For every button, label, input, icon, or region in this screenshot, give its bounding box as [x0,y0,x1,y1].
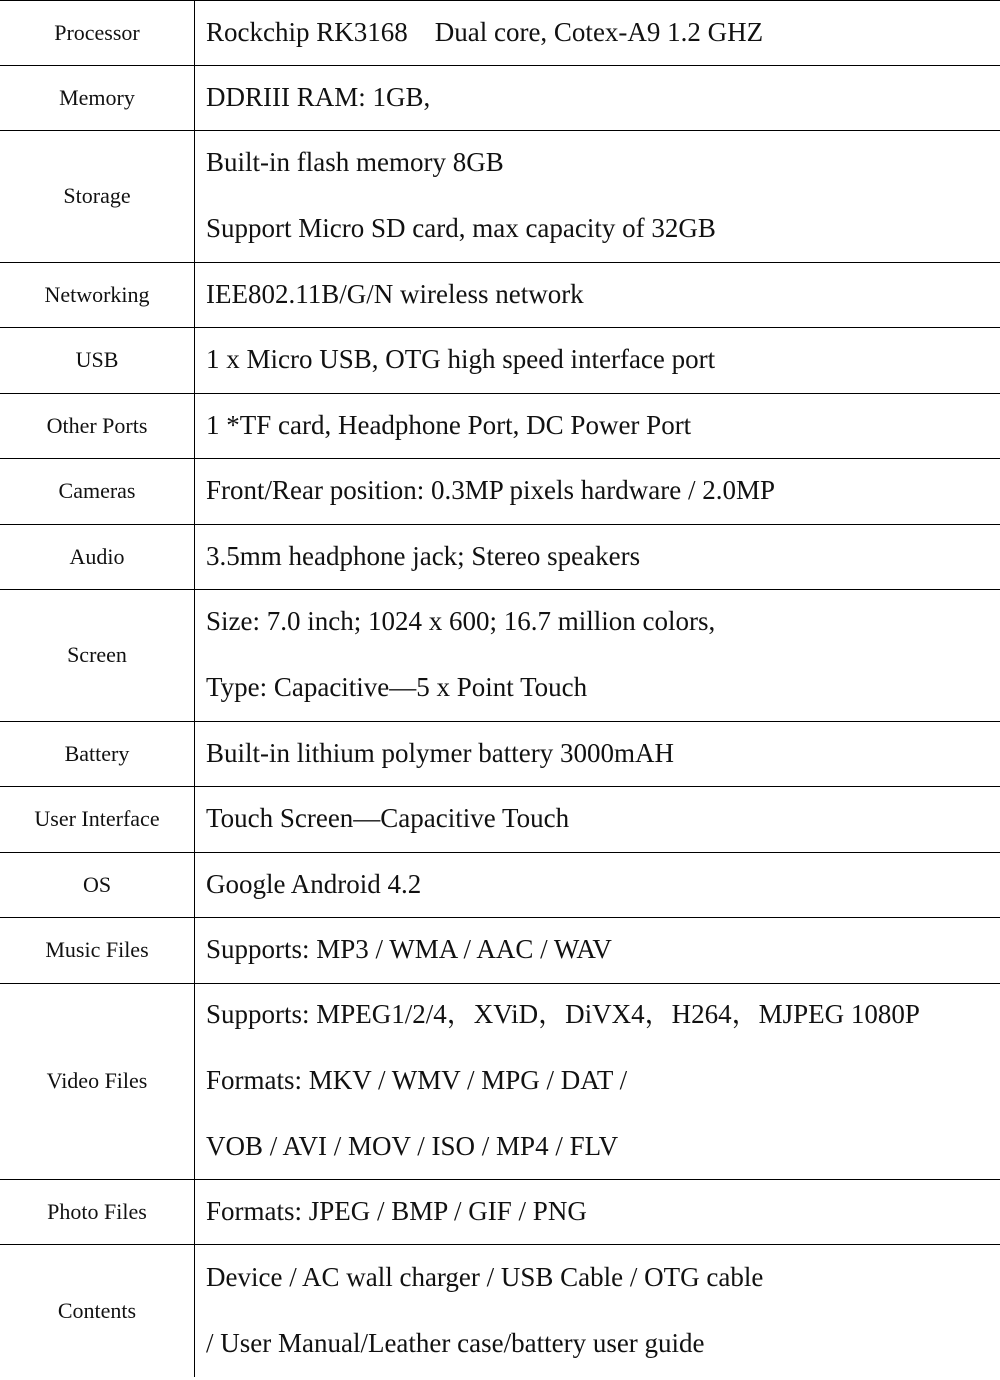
spec-row-other-ports [0,394,1000,460]
spec-row-battery [0,722,1000,788]
spec-label: Audio [0,525,195,590]
spec-value-line: Built-in lithium polymer battery 3000mAH [206,737,674,768]
spec-row-audio [0,525,1000,591]
spec-value [195,263,1000,328]
spec-row-usb [0,328,1000,394]
spec-row-user-interface [0,787,1000,853]
spec-row-cameras [0,459,1000,525]
spec-value [195,1245,1000,1377]
spec-value-line: Google Android 4.2 [206,868,422,899]
spec-value-line: VOB / AVI / MOV / ISO / MP4 / FLV [206,1130,619,1161]
spec-label: Battery [0,722,195,787]
spec-value-line: / User Manual/Leather case/battery user guide [206,1327,705,1358]
spec-value-line: 3.5mm headphone jack; Stereo speakers [206,540,641,571]
spec-value [195,394,1000,459]
spec-value-line: Rockchip RK3168 Dual core, Cotex-A9 1.2 GHZ [206,16,764,47]
spec-value-line: Supports: MP3 / WMA / AAC / WAV [206,934,612,965]
spec-value-line: Built-in flash memory 8GB [206,147,504,178]
spec-value-line: Supports: MPEG1/2/4，XViD，DiVX4，H264，MJPEG 1080P [206,999,920,1030]
spec-value [195,918,1000,983]
spec-row-memory [0,66,1000,132]
spec-value [195,1180,1000,1245]
spec-value-line: 1 x Micro USB, OTG high speed interface port [206,344,716,375]
spec-value [195,787,1000,852]
spec-value [195,1,1000,65]
spec-value-line: IEE802.11B/G/N wireless network [206,278,584,309]
spec-label: Screen [0,590,195,721]
spec-value [195,984,1000,1179]
spec-value-line: Support Micro SD card, max capacity of 32GB [206,213,716,244]
spec-value-line: 1 *TF card, Headphone Port, DC Power Port [206,409,692,440]
spec-value [195,590,1000,721]
spec-label: Processor [0,1,195,65]
spec-row-storage [0,131,1000,263]
spec-label: OS [0,853,195,918]
spec-label: Contents [0,1245,195,1377]
spec-row-contents [0,1245,1000,1377]
spec-row-video-files [0,984,1000,1180]
spec-label: Networking [0,263,195,328]
spec-value [195,66,1000,131]
spec-label: USB [0,328,195,393]
spec-value-line: Type: Capacitive—5 x Point Touch [206,672,588,703]
spec-row-music-files [0,918,1000,984]
spec-value [195,131,1000,262]
spec-label: Other Ports [0,394,195,459]
spec-label: Video Files [0,984,195,1179]
spec-value [195,328,1000,393]
spec-row-photo-files [0,1180,1000,1246]
spec-label: Cameras [0,459,195,524]
spec-value-line: Device / AC wall charger / USB Cable / OTG cable [206,1261,764,1292]
spec-row-screen [0,590,1000,722]
spec-value-line: Front/Rear position: 0.3MP pixels hardware / 2.0MP [206,475,775,506]
spec-value-line: DDRIII RAM: 1GB, [206,81,431,112]
spec-value-line: Touch Screen—Capacitive Touch [206,803,570,834]
spec-value-line: Formats: JPEG / BMP / GIF / PNG [206,1195,587,1226]
spec-value-line: Size: 7.0 inch; 1024 x 600; 16.7 million colors, [206,606,716,637]
spec-value [195,722,1000,787]
spec-label: Storage [0,131,195,262]
spec-label: Music Files [0,918,195,983]
spec-value [195,525,1000,590]
spec-value-line: Formats: MKV / WMV / MPG / DAT / [206,1065,628,1096]
spec-label: User Interface [0,787,195,852]
spec-value [195,459,1000,524]
spec-label: Memory [0,66,195,131]
spec-label: Photo Files [0,1180,195,1245]
spec-row-processor [0,0,1000,66]
spec-value [195,853,1000,918]
spec-row-networking [0,263,1000,329]
spec-row-os [0,853,1000,919]
